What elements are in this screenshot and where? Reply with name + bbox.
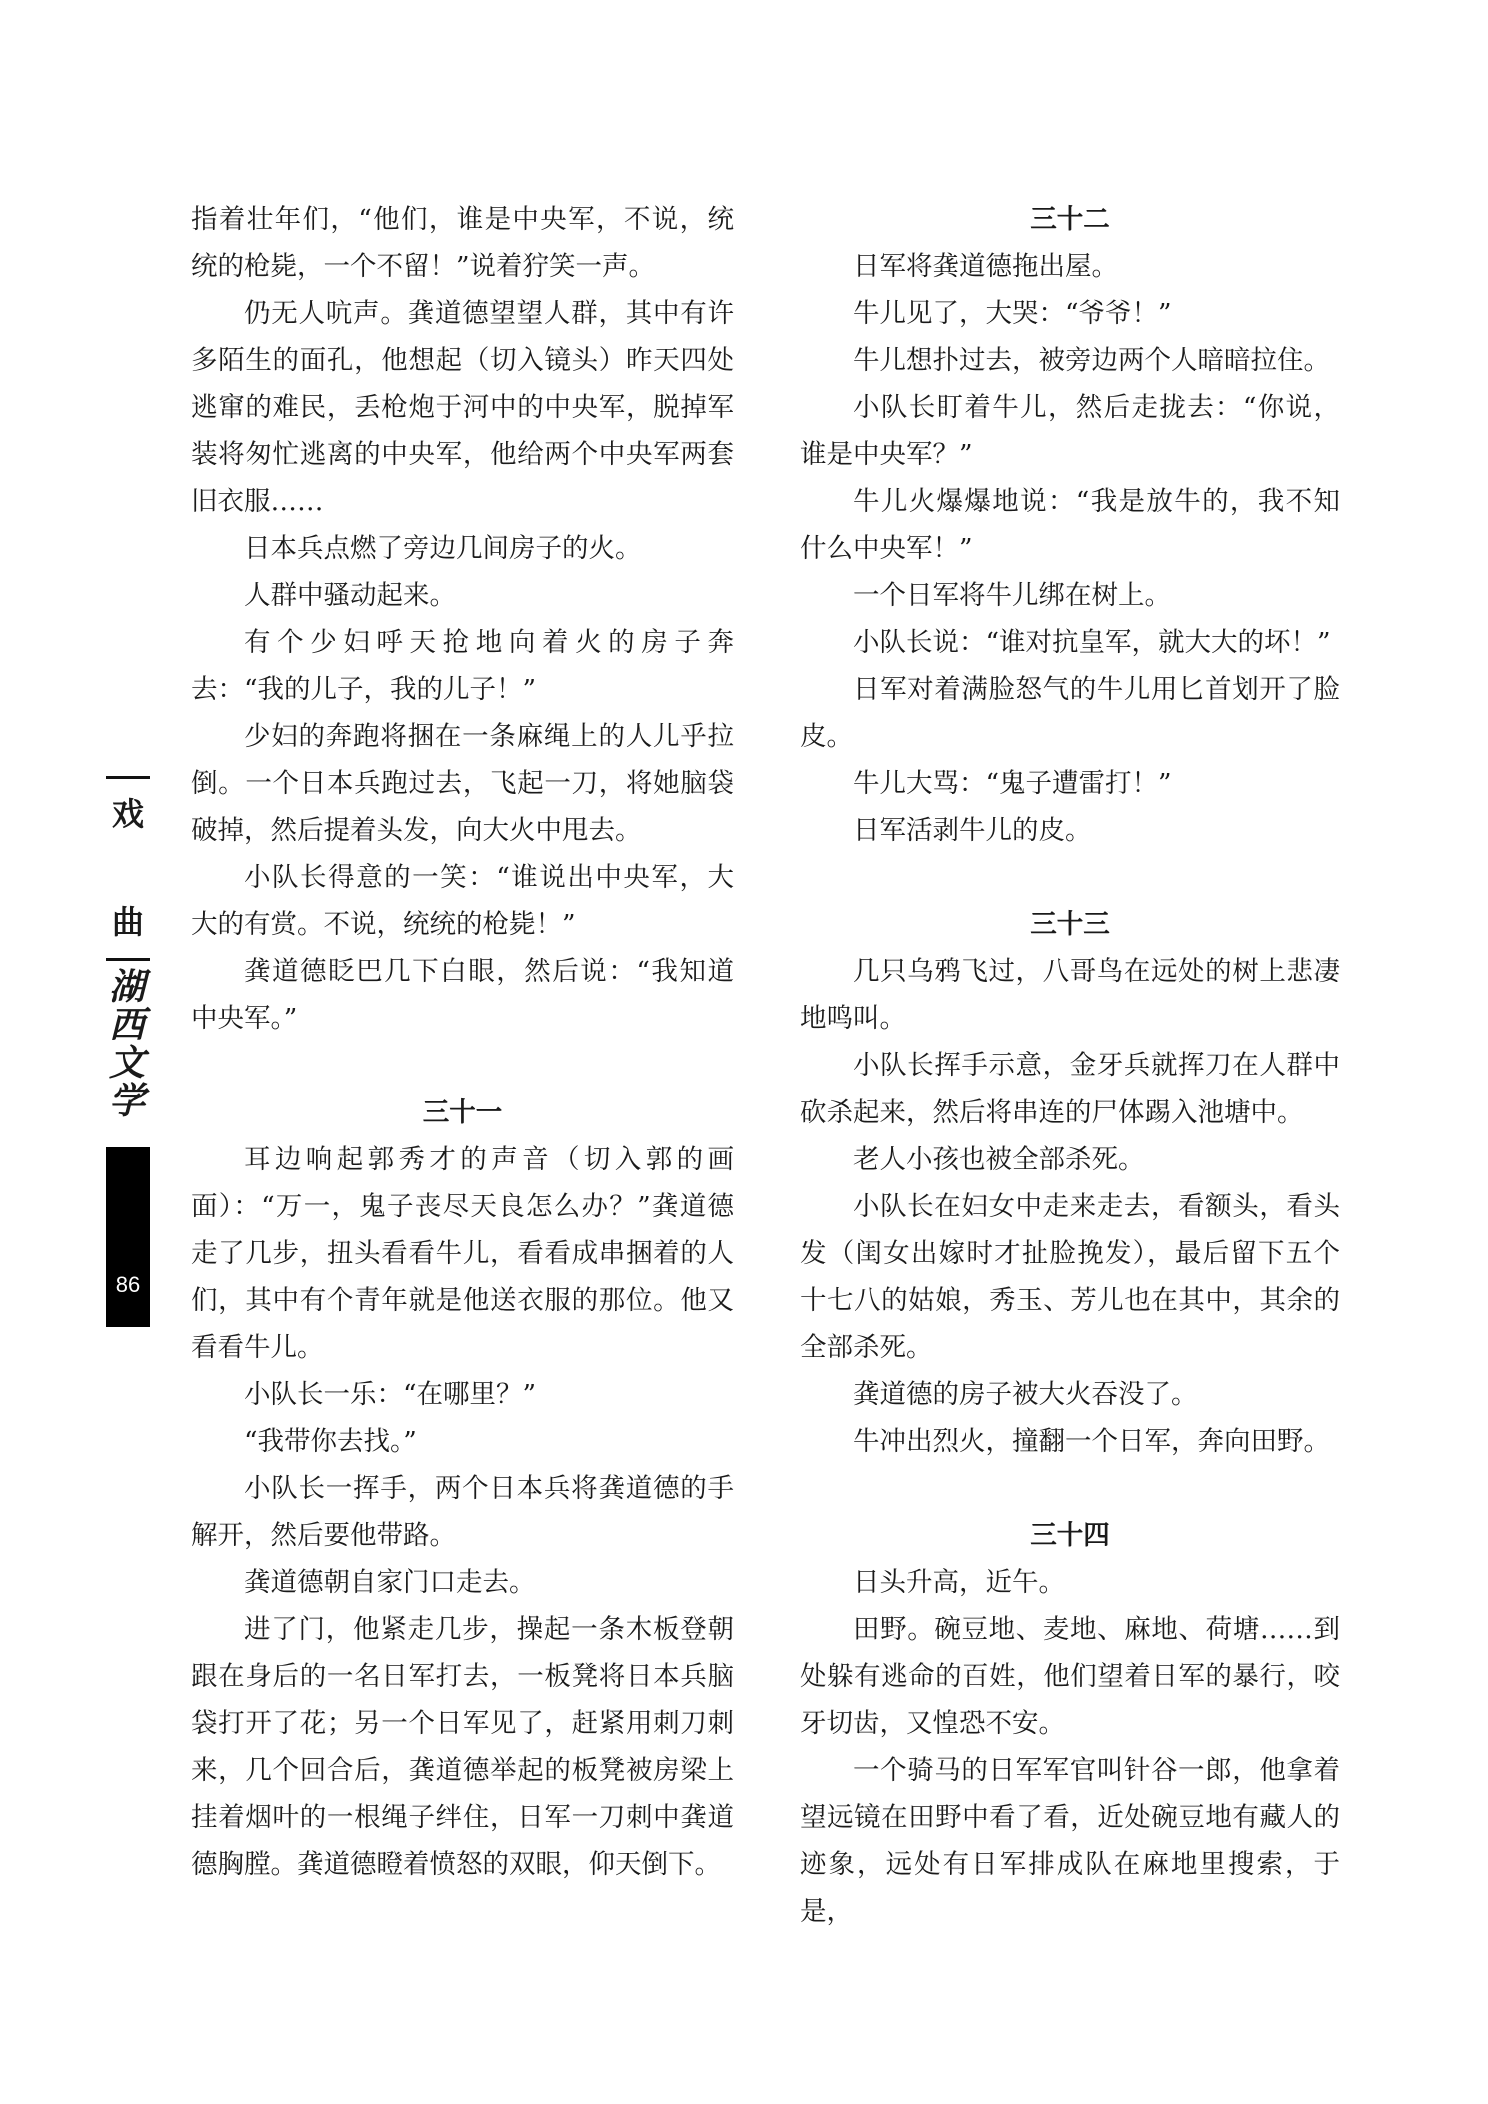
paragraph: 几只乌鸦飞过，八哥鸟在远处的树上悲凄地鸣叫。 (800, 956, 1340, 1034)
paragraph: 牛儿想扑过去，被旁边两个人暗暗拉住。 (853, 345, 1330, 376)
paragraph: 一个日军将牛儿绑在树上。 (853, 580, 1171, 611)
paragraph: 指着壮年们，“他们，谁是中央军，不说，统统的枪毙，一个不留！”说着狞笑一声。 (191, 204, 734, 282)
paragraph: 老人小孩也被全部杀死。 (853, 1144, 1145, 1175)
paragraph: 有个少妇呼天抢地向着火的房子奔去：“我的儿子，我的儿子！” (191, 627, 734, 705)
paragraph: 日本兵点燃了旁边几间房子的火。 (244, 533, 642, 564)
section-gap (800, 854, 1340, 901)
paragraph: 牛儿见了，大哭：“爷爷！” (853, 298, 1172, 329)
paragraph: 小队长挥手示意，金牙兵就挥刀在人群中砍杀起来，然后将串连的尸体踢入池塘中。 (800, 1050, 1340, 1128)
page-number-tab (106, 1147, 150, 1327)
paragraph: 小队长一乐：“在哪里？” (244, 1379, 537, 1410)
page-number: 86 (115, 1272, 141, 1297)
paragraph: 日军对着满脸怒气的牛儿用匕首划开了脸皮。 (800, 674, 1340, 752)
paragraph: 仍无人吭声。龚道德望望人群，其中有许多陌生的面孔，他想起（切入镜头）昨天四处逃窜的难民，丢枪炮于河中的中央军，脱掉军装将匆忙逃离的中央军，他给两个中央军两套旧衣服…… (191, 298, 734, 517)
section-heading: 三十四 (1030, 1520, 1110, 1551)
paragraph: 小队长在妇女中走来走去，看额头，看头发（闺女出嫁时才扯脸挽发），最后留下五个十七八的姑娘，秀玉、芳儿也在其中，其余的全部杀死。 (800, 1191, 1340, 1363)
paragraph: 田野。碗豆地、麦地、麻地、荷塘……到处躲有逃命的百姓，他们望着日军的暴行，咬牙切齿，又惶恐不安。 (800, 1614, 1340, 1739)
paragraph: 小队长盯着牛儿，然后走拢去：“你说，谁是中央军？” (800, 392, 1340, 470)
paragraph: 小队长说：“谁对抗皇军，就大大的坏！” (853, 627, 1331, 658)
paragraph: 日军将龚道德拖出屋。 (853, 251, 1118, 282)
paragraph: 牛儿火爆爆地说：“我是放牛的，我不知什么中央军！” (800, 486, 1340, 564)
section-tab-char-2: 曲 (111, 903, 144, 941)
paragraph: 龚道德的房子被大火吞没了。 (853, 1379, 1198, 1410)
paragraph: 日头升高，近午。 (853, 1567, 1065, 1598)
paragraph: “我带你去找。” (244, 1426, 417, 1457)
paragraph: 龚道德眨巴几下白眼，然后说：“我知道中央军。” (191, 956, 734, 1034)
section-tab-char-1: 戏 (111, 795, 144, 833)
paragraph: 牛冲出烈火，撞翻一个日军，奔向田野。 (853, 1426, 1330, 1457)
paragraph: 牛儿大骂：“鬼子遭雷打！” (853, 768, 1172, 799)
paragraph: 一个骑马的日军军官叫针谷一郎，他拿着望远镜在田野中看了看，近处碗豆地有藏人的迹象，远处有日军排成队在麻地里搜索，于是， (800, 1755, 1340, 1927)
paragraph: 日军活剥牛儿的皮。 (853, 815, 1092, 846)
section-tab-divider (106, 958, 150, 961)
section-heading: 三十三 (1030, 909, 1110, 940)
section-tab-top-line (106, 776, 150, 779)
right-text-column (800, 196, 1340, 1935)
section-heading: 三十一 (422, 1097, 503, 1128)
paragraph: 少妇的奔跑将捆在一条麻绳上的人儿乎拉倒。一个日本兵跑过去，飞起一刀，将她脑袋破掉，然后提着头发，向大火中甩去。 (191, 721, 734, 846)
journal-logo: 湖西文学 (108, 966, 145, 1122)
paragraph: 龚道德朝自家门口走去。 (244, 1567, 536, 1598)
paragraph: 耳边响起郭秀才的声音（切入郭的画面）：“万一，鬼子丧尽天良怎么办？”龚道德走了几步，扭头看看牛儿，看看成串捆着的人们，其中有个青年就是他送衣服的那位。他又看看牛儿。 (191, 1144, 734, 1363)
paragraph: 小队长一挥手，两个日本兵将龚道德的手解开，然后要他带路。 (191, 1473, 734, 1551)
section-gap (191, 1042, 734, 1089)
left-text-column (191, 196, 734, 1888)
section-heading: 三十二 (1030, 204, 1110, 235)
section-gap (800, 1465, 1340, 1512)
paragraph: 人群中骚动起来。 (244, 580, 456, 611)
paragraph: 小队长得意的一笑：“谁说出中央军，大大的有赏。不说，统统的枪毙！” (191, 862, 734, 940)
paragraph: 进了门，他紧走几步，操起一条木板登朝跟在身后的一名日军打去，一板凳将日本兵脑袋打开了花；另一个日军见了，赶紧用刺刀刺来，几个回合后，龚道德举起的板凳被房梁上挂着烟叶的一根绳子绊住，日军一刀刺中龚道德胸膛。龚道德瞪着愤怒的双眼，仰天倒下。 (191, 1614, 734, 1880)
